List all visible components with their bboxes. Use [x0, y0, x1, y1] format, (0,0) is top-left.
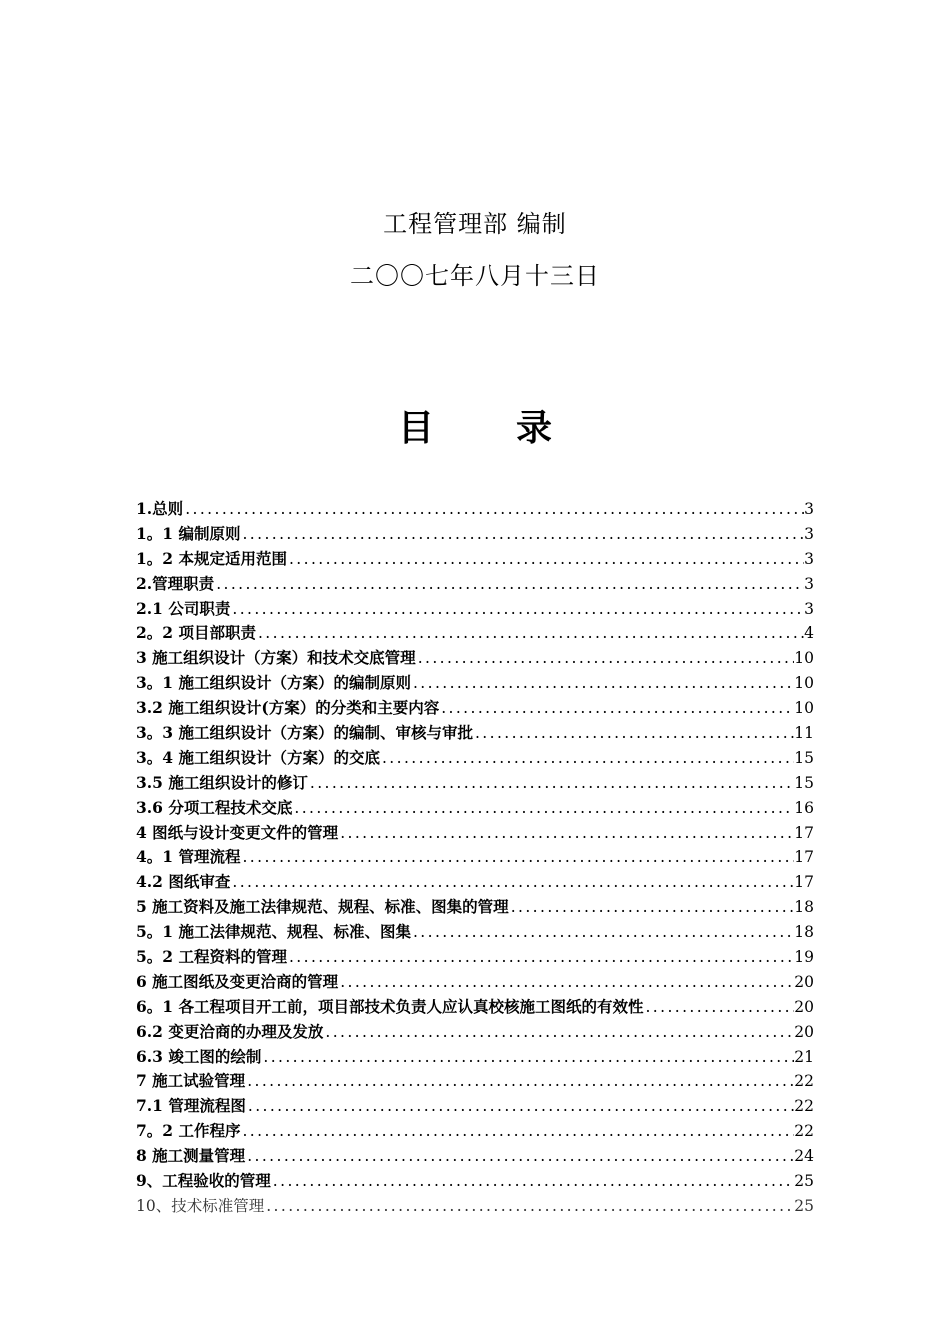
toc-entry[interactable]	[136, 995, 814, 1020]
toc-entry-title: 2.1 公司职责	[136, 598, 231, 618]
toc-entry[interactable]	[136, 845, 814, 870]
toc-leader-dots	[246, 1094, 794, 1119]
toc-entry[interactable]	[136, 1194, 814, 1219]
toc-entry-page-number: 20	[794, 1022, 814, 1041]
toc-leader-dots	[292, 796, 794, 821]
toc-entry-title: 4 图纸与设计变更文件的管理	[136, 822, 339, 842]
toc-entry[interactable]	[136, 796, 814, 821]
toc-entry[interactable]	[136, 920, 814, 945]
toc-entry[interactable]	[136, 696, 814, 721]
toc-entry-title: 1.总则	[136, 499, 184, 518]
toc-entry-page-number: 25	[794, 1172, 814, 1191]
toc-leader-dots	[245, 1144, 794, 1169]
toc-entry[interactable]	[136, 970, 814, 995]
toc-entry[interactable]	[136, 1069, 814, 1094]
toc-entry-title: 3。3 施工组织设计（方案）的编制、审核与审批	[136, 723, 473, 743]
toc-leader-dots	[323, 1020, 794, 1045]
toc-entry-title: 1。2 本规定适用范围	[136, 548, 287, 568]
toc-entry[interactable]	[136, 547, 814, 572]
toc-title-char-1: 目	[397, 407, 434, 449]
toc-entry-title: 9、工程验收的管理	[136, 1171, 271, 1191]
toc-entry-page-number: 25	[794, 1196, 814, 1215]
toc-entry-page-number: 3	[804, 574, 814, 593]
toc-entry-page-number: 3	[804, 500, 814, 518]
toc-entry-title: 2。2 项目部职责	[136, 623, 256, 643]
toc-leader-dots	[338, 821, 794, 846]
toc-entry-page-number: 3	[804, 549, 814, 568]
toc-entry[interactable]	[136, 572, 814, 597]
toc-entry[interactable]	[136, 945, 814, 970]
table-of-contents	[136, 497, 814, 1219]
toc-entry[interactable]	[136, 1045, 814, 1070]
toc-entry-page-number: 3	[804, 599, 814, 618]
toc-leader-dots	[214, 572, 804, 597]
toc-entry-page-number: 10	[794, 674, 814, 693]
toc-leader-dots	[380, 746, 794, 771]
toc-entry-title: 3。4 施工组织设计（方案）的交底	[136, 747, 380, 767]
toc-entry[interactable]	[136, 821, 814, 846]
toc-title	[0, 400, 950, 451]
toc-entry-page-number: 22	[794, 1122, 814, 1141]
toc-entry-title: 10、技术标准管理	[136, 1196, 265, 1215]
toc-leader-dots	[183, 497, 804, 522]
toc-entry-page-number: 22	[794, 1097, 814, 1116]
toc-leader-dots	[230, 870, 794, 895]
toc-entry[interactable]	[136, 1094, 814, 1119]
toc-entry[interactable]	[136, 522, 814, 547]
toc-leader-dots	[240, 522, 804, 547]
toc-entry-page-number: 18	[794, 923, 814, 942]
compile-date: 二〇〇七年八月十三日	[350, 262, 600, 290]
toc-leader-dots	[240, 1119, 794, 1144]
toc-entry-title: 3.5 施工组织设计的修订	[136, 772, 308, 792]
toc-entry-title: 3.6 分项工程技术交底	[136, 797, 293, 817]
toc-entry[interactable]	[136, 497, 814, 522]
toc-entry-page-number: 4	[804, 624, 814, 643]
toc-entry[interactable]	[136, 870, 814, 895]
toc-entry-title: 6。1 各工程项目开工前，项目部技术负责人应认真校核施工图纸的有效性	[136, 996, 644, 1016]
toc-entry-page-number: 17	[794, 823, 814, 842]
toc-entry-page-number: 20	[794, 972, 814, 991]
toc-entry-page-number: 19	[794, 948, 814, 967]
toc-entry-title: 5。1 施工法律规范、规程、标准、图集	[136, 922, 411, 942]
toc-leader-dots	[264, 1194, 794, 1219]
toc-leader-dots	[230, 597, 804, 622]
toc-leader-dots	[240, 845, 794, 870]
toc-leader-dots	[256, 621, 804, 646]
toc-leader-dots	[287, 547, 804, 572]
toc-entry[interactable]	[136, 895, 814, 920]
toc-entry-page-number: 17	[794, 873, 814, 892]
toc-entry-title: 2.管理职责	[136, 573, 215, 593]
compiler-organization: 工程管理部 编制	[383, 210, 567, 238]
toc-entry[interactable]	[136, 646, 814, 671]
toc-entry-title: 6.3 竣工图的绘制	[136, 1046, 262, 1066]
toc-entry-page-number: 10	[794, 699, 814, 718]
toc-leader-dots	[411, 671, 794, 696]
toc-entry-title: 6 施工图纸及变更洽商的管理	[136, 971, 339, 991]
toc-entry-title: 1。1 编制原则	[136, 523, 241, 543]
toc-leader-dots	[338, 970, 794, 995]
toc-entry[interactable]	[136, 771, 814, 796]
toc-entry-title: 6.2 变更洽商的办理及发放	[136, 1021, 324, 1041]
toc-leader-dots	[287, 945, 794, 970]
toc-entry[interactable]	[136, 721, 814, 746]
toc-entry-title: 8 施工测量管理	[136, 1146, 246, 1166]
toc-entry-page-number: 10	[794, 649, 814, 668]
toc-entry-page-number: 21	[794, 1047, 814, 1066]
toc-entry[interactable]	[136, 746, 814, 771]
toc-entry-title: 7。2 工作程序	[136, 1121, 241, 1141]
toc-leader-dots	[416, 646, 795, 671]
toc-entry[interactable]	[136, 671, 814, 696]
toc-entry-page-number: 3	[804, 524, 814, 543]
toc-entry-page-number: 16	[794, 798, 814, 817]
toc-leader-dots	[261, 1045, 794, 1070]
toc-entry-title: 3。1 施工组织设计（方案）的编制原则	[136, 673, 411, 693]
toc-entry-page-number: 11	[794, 724, 814, 743]
toc-entry-title: 3.2 施工组织设计(方案）的分类和主要内容	[136, 698, 440, 718]
toc-entry[interactable]	[136, 1119, 814, 1144]
toc-leader-dots	[509, 895, 795, 920]
toc-leader-dots	[643, 995, 794, 1020]
toc-entry-title: 4。1 管理流程	[136, 847, 241, 867]
toc-leader-dots	[439, 696, 794, 721]
toc-entry[interactable]	[136, 1169, 814, 1194]
toc-entry-title: 7.1 管理流程图	[136, 1096, 246, 1116]
toc-entry-page-number: 20	[794, 997, 814, 1016]
toc-leader-dots	[308, 771, 794, 796]
toc-entry-page-number: 15	[794, 748, 814, 767]
toc-entry-page-number: 15	[794, 773, 814, 792]
toc-title-char-2: 录	[516, 407, 553, 449]
toc-entry-title: 5。2 工程资料的管理	[136, 947, 287, 967]
toc-entry-title: 5 施工资料及施工法律规范、规程、标准、图集的管理	[136, 897, 509, 917]
toc-leader-dots	[411, 920, 794, 945]
toc-entry-page-number: 18	[794, 898, 814, 917]
toc-entry[interactable]	[136, 621, 814, 646]
toc-leader-dots	[271, 1169, 794, 1194]
toc-entry-page-number: 24	[794, 1147, 814, 1166]
toc-entry[interactable]	[136, 597, 814, 622]
toc-entry[interactable]	[136, 1020, 814, 1045]
toc-entry-title: 7 施工试验管理	[136, 1071, 246, 1091]
toc-leader-dots	[245, 1069, 794, 1094]
toc-entry-page-number: 22	[794, 1072, 814, 1091]
toc-entry-title: 3 施工组织设计（方案）和技术交底管理	[136, 648, 416, 668]
toc-entry-page-number: 17	[794, 848, 814, 867]
toc-leader-dots	[473, 721, 794, 746]
toc-entry[interactable]	[136, 1144, 814, 1169]
toc-entry-title: 4.2 图纸审查	[136, 872, 231, 892]
